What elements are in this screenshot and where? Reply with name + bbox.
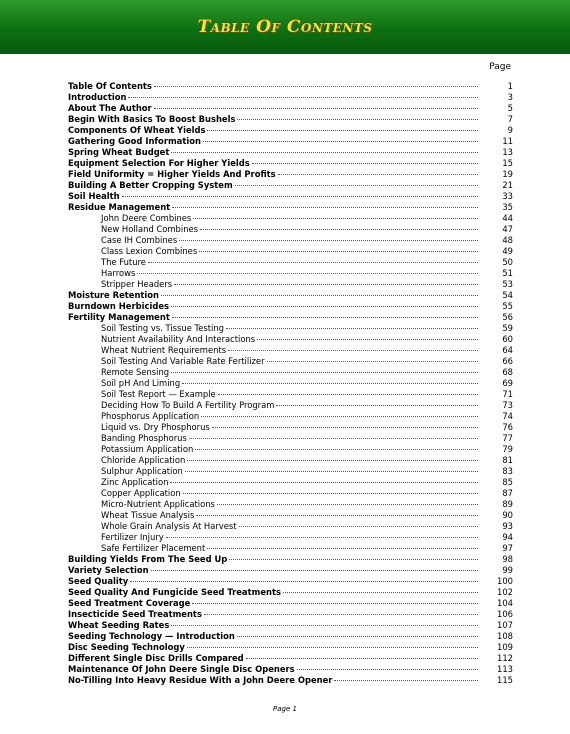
toc-subentry[interactable] <box>68 213 513 224</box>
toc-entry-label: Seed Quality And Fungicide Seed Treatments <box>68 587 281 597</box>
dot-leader <box>172 207 478 208</box>
dot-leader <box>179 240 478 241</box>
toc-entry[interactable] <box>68 147 513 158</box>
dot-leader <box>276 405 478 406</box>
dot-leader <box>257 339 478 340</box>
toc-entry-page-number: 11 <box>502 136 513 146</box>
toc-entry-page-number: 55 <box>502 301 513 311</box>
dot-leader <box>196 515 478 516</box>
dot-leader <box>171 152 478 153</box>
toc-entry[interactable] <box>68 136 513 147</box>
toc-subentry[interactable] <box>68 279 513 290</box>
toc-entry-page-number: 15 <box>502 158 513 168</box>
toc-entry-page-number: 98 <box>502 554 513 564</box>
toc-entry-label: Variety Selection <box>68 565 149 575</box>
toc-entry-page-number: 3 <box>507 92 513 102</box>
toc-subentry[interactable] <box>68 367 513 378</box>
toc-entry-page-number: 74 <box>502 411 513 421</box>
toc-entry-page-number: 47 <box>502 224 513 234</box>
toc-subentry[interactable] <box>68 389 513 400</box>
toc-entry-label: Remote Sensing <box>101 367 170 377</box>
toc-entry-label: Soil Testing vs. Tissue Testing <box>101 323 224 333</box>
dot-leader <box>201 416 478 417</box>
toc-entry-label: Nutrient Availability And Interactions <box>101 334 256 344</box>
toc-entry-page-number: 93 <box>502 521 513 531</box>
toc-subentry[interactable] <box>68 499 513 510</box>
toc-entry[interactable] <box>68 169 513 180</box>
dot-leader <box>154 86 478 87</box>
toc-entry-label: Begin With Basics To Boost Bushels <box>68 114 236 124</box>
toc-subentry[interactable] <box>68 510 513 521</box>
toc-subentry[interactable] <box>68 532 513 543</box>
toc-entry-label: New Holland Combines <box>101 224 199 234</box>
toc-entry-label: Soil Testing And Variable Rate Fertilizer <box>101 356 265 366</box>
toc-entry[interactable] <box>68 202 513 213</box>
toc-entry-page-number: 1 <box>507 81 513 91</box>
toc-entry[interactable] <box>68 598 513 609</box>
toc-subentry[interactable] <box>68 400 513 411</box>
toc-entry-label: Table Of Contents <box>68 81 152 91</box>
toc-entry-label: Residue Management <box>68 202 171 212</box>
toc-entry-label: Class Lexion Combines <box>101 246 198 256</box>
toc-entry-label: Burndown Herbicides <box>68 301 169 311</box>
dot-leader <box>192 603 478 604</box>
toc-subentry[interactable] <box>68 246 513 257</box>
toc-entry-page-number: 112 <box>497 653 513 663</box>
toc-entry-page-number: 48 <box>502 235 513 245</box>
toc-entry-page-number: 94 <box>502 532 513 542</box>
toc-entry-page-number: 56 <box>502 312 513 322</box>
toc-entry[interactable] <box>68 290 513 301</box>
dot-leader <box>207 130 478 131</box>
toc-entry[interactable] <box>68 565 513 576</box>
toc-entry-page-number: 49 <box>502 246 513 256</box>
dot-leader <box>161 295 478 296</box>
dot-leader <box>235 185 478 186</box>
toc-entry[interactable] <box>68 81 513 92</box>
toc-entry[interactable] <box>68 191 513 202</box>
table-of-contents-list <box>68 81 513 686</box>
toc-entry-label: John Deere Combines <box>101 213 192 223</box>
toc-entry[interactable] <box>68 675 513 686</box>
toc-entry-label: Sulphur Application <box>101 466 183 476</box>
toc-subentry[interactable] <box>68 466 513 477</box>
toc-entry-label: Fertility Management <box>68 312 170 322</box>
toc-entry-page-number: 60 <box>502 334 513 344</box>
toc-entry-page-number: 53 <box>502 279 513 289</box>
toc-entry-page-number: 66 <box>502 356 513 366</box>
dot-leader <box>217 504 478 505</box>
toc-entry-label: Micro-Nutrient Applications <box>101 499 215 509</box>
dot-leader <box>283 592 478 593</box>
toc-entry[interactable] <box>68 312 513 323</box>
dot-leader <box>148 262 478 263</box>
toc-entry-label: Gathering Good Information <box>68 136 201 146</box>
toc-entry-label: Components Of Wheat Yields <box>68 125 206 135</box>
toc-entry-label: Whole Grain Analysis At Harvest <box>101 521 237 531</box>
toc-entry-page-number: 71 <box>502 389 513 399</box>
toc-entry-label: Banding Phosphorus <box>101 433 187 443</box>
toc-subentry[interactable] <box>68 323 513 334</box>
toc-entry-label: Soil pH And Liming <box>101 378 181 388</box>
toc-entry-page-number: 77 <box>502 433 513 443</box>
toc-entry[interactable] <box>68 653 513 664</box>
toc-subentry[interactable] <box>68 345 513 356</box>
toc-entry-page-number: 89 <box>502 499 513 509</box>
toc-entry-label: Field Uniformity = Higher Yields And Profits <box>68 169 276 179</box>
toc-subentry[interactable] <box>68 488 513 499</box>
toc-entry-page-number: 79 <box>502 444 513 454</box>
toc-entry-page-number: 113 <box>497 664 513 674</box>
toc-entry-label: Case IH Combines <box>101 235 178 245</box>
toc-entry-page-number: 115 <box>497 675 513 685</box>
toc-entry-page-number: 73 <box>502 400 513 410</box>
toc-entry-label: Phosphorus Application <box>101 411 200 421</box>
toc-subentry[interactable] <box>68 268 513 279</box>
dot-leader <box>204 614 478 615</box>
toc-entry-page-number: 33 <box>502 191 513 201</box>
toc-entry-label: Copper Application <box>101 488 181 498</box>
toc-subentry[interactable] <box>68 224 513 235</box>
toc-subentry[interactable] <box>68 257 513 268</box>
toc-entry-label: Liquid vs. Dry Phosphorus <box>101 422 210 432</box>
toc-entry-page-number: 102 <box>497 587 513 597</box>
dot-leader <box>166 537 478 538</box>
dot-leader <box>228 350 478 351</box>
toc-entry[interactable] <box>68 631 513 642</box>
dot-leader <box>128 97 478 98</box>
toc-entry-label: Moisture Retention <box>68 290 160 300</box>
toc-entry-label: Soil Health <box>68 191 120 201</box>
dot-leader <box>237 636 478 637</box>
toc-entry-page-number: 51 <box>502 268 513 278</box>
toc-entry[interactable] <box>68 554 513 565</box>
dot-leader <box>185 471 478 472</box>
dot-leader <box>334 680 478 681</box>
toc-entry-page-number: 87 <box>502 488 513 498</box>
toc-entry-page-number: 50 <box>502 257 513 267</box>
toc-subentry[interactable] <box>68 411 513 422</box>
toc-subentry[interactable] <box>68 433 513 444</box>
dot-leader <box>174 284 478 285</box>
toc-entry-label: Deciding How To Build A Fertility Program <box>101 400 275 410</box>
toc-entry-page-number: 85 <box>502 477 513 487</box>
dot-leader <box>183 493 478 494</box>
toc-entry[interactable] <box>68 642 513 653</box>
dot-leader <box>252 163 478 164</box>
toc-entry-page-number: 81 <box>502 455 513 465</box>
toc-entry[interactable] <box>68 609 513 620</box>
dot-leader <box>170 482 478 483</box>
toc-entry[interactable] <box>68 180 513 191</box>
dot-leader <box>137 273 478 274</box>
dot-leader <box>229 559 478 560</box>
toc-entry-page-number: 44 <box>502 213 513 223</box>
dot-leader <box>189 438 478 439</box>
toc-subentry[interactable] <box>68 356 513 367</box>
toc-entry-page-number: 21 <box>502 180 513 190</box>
toc-entry-label: No-Tilling Into Heavy Residue With a John Deere Opener <box>68 675 333 685</box>
toc-entry[interactable] <box>68 587 513 598</box>
toc-entry-page-number: 68 <box>502 367 513 377</box>
toc-entry[interactable] <box>68 92 513 103</box>
toc-entry-label: Fertilizer Injury <box>101 532 164 542</box>
toc-entry-page-number: 69 <box>502 378 513 388</box>
dot-leader <box>171 306 478 307</box>
toc-entry-page-number: 109 <box>497 642 513 652</box>
page-footer: Page 1 <box>273 705 297 713</box>
page-column-header: Page <box>489 62 511 72</box>
dot-leader <box>226 328 478 329</box>
dot-leader <box>187 647 478 648</box>
toc-entry-page-number: 54 <box>502 290 513 300</box>
toc-entry-label: Harrows <box>101 268 136 278</box>
dot-leader <box>199 251 478 252</box>
toc-entry-label: Seeding Technology — Introduction <box>68 631 235 641</box>
toc-entry-label: Chloride Application <box>101 455 186 465</box>
toc-entry-label: Soil Test Report — Example <box>101 389 216 399</box>
toc-entry-page-number: 90 <box>502 510 513 520</box>
dot-leader <box>182 383 478 384</box>
dot-leader <box>207 548 478 549</box>
dot-leader <box>172 317 478 318</box>
dot-leader <box>130 581 478 582</box>
toc-entry-label: Building Yields From The Seed Up <box>68 554 228 564</box>
dot-leader <box>239 526 478 527</box>
page-title: Table Of Contents <box>197 17 373 37</box>
toc-entry-label: Insecticide Seed Treatments <box>68 609 202 619</box>
toc-entry-label: Stripper Headers <box>101 279 173 289</box>
toc-entry-label: Wheat Seeding Rates <box>68 620 170 630</box>
toc-entry-label: Wheat Tissue Analysis <box>101 510 195 520</box>
toc-entry-page-number: 104 <box>497 598 513 608</box>
toc-subentry[interactable] <box>68 378 513 389</box>
toc-subentry[interactable] <box>68 455 513 466</box>
toc-subentry[interactable] <box>68 543 513 554</box>
dot-leader <box>246 658 478 659</box>
dot-leader <box>200 229 478 230</box>
toc-subentry[interactable] <box>68 235 513 246</box>
toc-entry-label: The Future <box>101 257 146 267</box>
toc-entry-label: Equipment Selection For Higher Yields <box>68 158 250 168</box>
toc-entry[interactable] <box>68 620 513 631</box>
dot-leader <box>195 449 478 450</box>
toc-entry[interactable] <box>68 301 513 312</box>
dot-leader <box>122 196 478 197</box>
toc-entry-page-number: 9 <box>507 125 513 135</box>
toc-entry-label: About The Author <box>68 103 152 113</box>
toc-entry-label: Different Single Disc Drills Compared <box>68 653 244 663</box>
toc-entry-label: Building A Better Cropping System <box>68 180 233 190</box>
toc-entry[interactable] <box>68 158 513 169</box>
toc-entry-label: Wheat Nutrient Requirements <box>101 345 227 355</box>
toc-entry-page-number: 64 <box>502 345 513 355</box>
toc-subentry[interactable] <box>68 521 513 532</box>
toc-entry-label: Disc Seeding Technology <box>68 642 185 652</box>
toc-entry[interactable] <box>68 114 513 125</box>
dot-leader <box>212 427 478 428</box>
toc-entry-page-number: 59 <box>502 323 513 333</box>
toc-entry-page-number: 7 <box>507 114 513 124</box>
toc-entry-page-number: 108 <box>497 631 513 641</box>
toc-entry-page-number: 19 <box>502 169 513 179</box>
dot-leader <box>154 108 478 109</box>
title-banner <box>0 0 570 54</box>
toc-entry-page-number: 13 <box>502 147 513 157</box>
toc-entry-page-number: 35 <box>502 202 513 212</box>
dot-leader <box>187 460 478 461</box>
toc-entry-page-number: 76 <box>502 422 513 432</box>
toc-subentry[interactable] <box>68 477 513 488</box>
toc-entry-label: Seed Quality <box>68 576 129 586</box>
toc-entry-page-number: 5 <box>507 103 513 113</box>
toc-entry[interactable] <box>68 125 513 136</box>
dot-leader <box>297 669 478 670</box>
toc-entry-page-number: 100 <box>497 576 513 586</box>
toc-subentry[interactable] <box>68 422 513 433</box>
dot-leader <box>203 141 478 142</box>
dot-leader <box>237 119 478 120</box>
dot-leader <box>278 174 478 175</box>
toc-entry[interactable] <box>68 103 513 114</box>
toc-entry-page-number: 99 <box>502 565 513 575</box>
dot-leader <box>151 570 478 571</box>
toc-entry-label: Seed Treatment Coverage <box>68 598 191 608</box>
toc-entry-label: Zinc Application <box>101 477 169 487</box>
toc-entry-page-number: 106 <box>497 609 513 619</box>
toc-subentry[interactable] <box>68 334 513 345</box>
dot-leader <box>171 372 478 373</box>
dot-leader <box>171 625 478 626</box>
toc-entry-page-number: 83 <box>502 466 513 476</box>
dot-leader <box>193 218 478 219</box>
toc-entry-label: Introduction <box>68 92 127 102</box>
toc-entry-label: Spring Wheat Budget <box>68 147 170 157</box>
toc-entry[interactable] <box>68 664 513 675</box>
toc-entry-label: Safe Fertilizer Placement <box>101 543 206 553</box>
toc-entry-page-number: 97 <box>502 543 513 553</box>
toc-entry-label: Potassium Application <box>101 444 194 454</box>
toc-subentry[interactable] <box>68 444 513 455</box>
dot-leader <box>267 361 478 362</box>
toc-entry-label: Maintenance Of John Deere Single Disc Openers <box>68 664 295 674</box>
dot-leader <box>218 394 478 395</box>
toc-entry-page-number: 107 <box>497 620 513 630</box>
toc-entry[interactable] <box>68 576 513 587</box>
